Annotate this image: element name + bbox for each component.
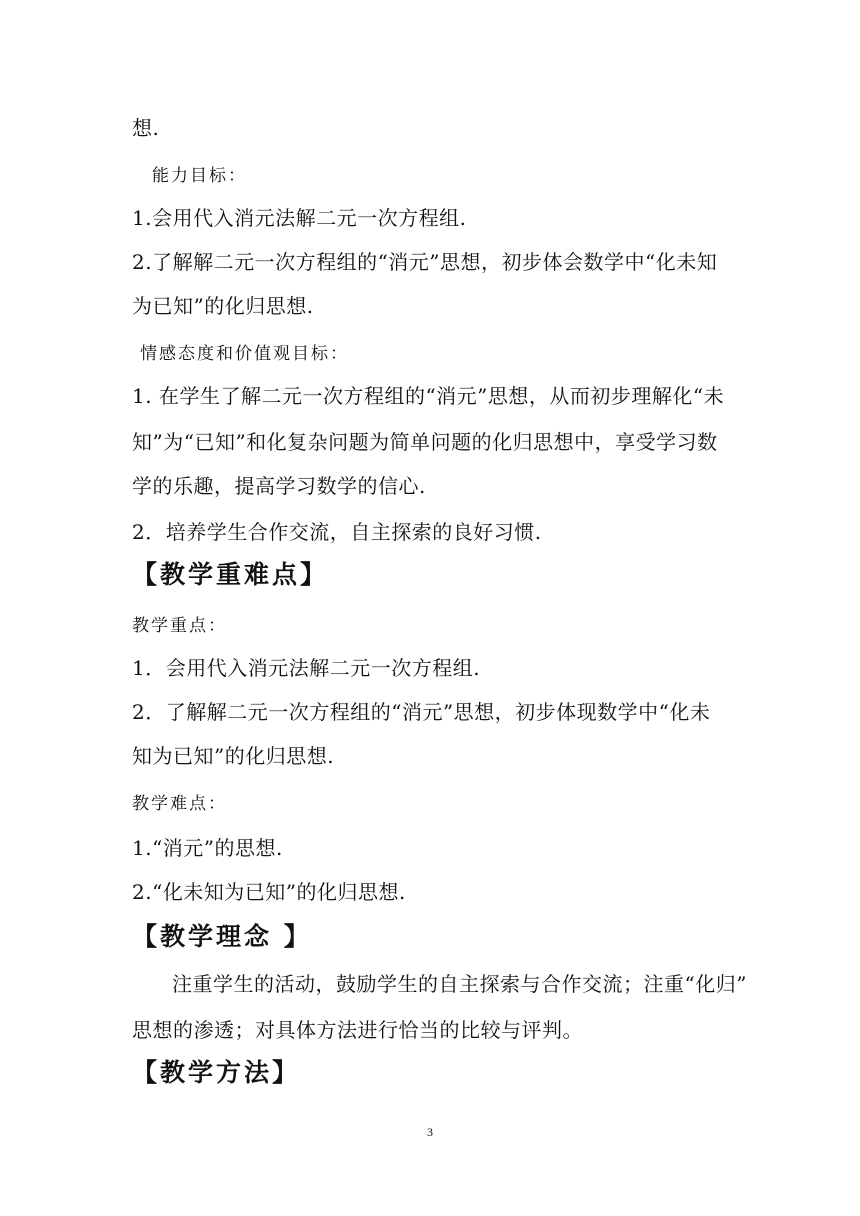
subheading-ability-goals: 能力目标： (152, 166, 247, 186)
emotion-goal-item-1: 1. 在学生了解二元一次方程组的“消元”思想，从而初步理解化“未 (132, 384, 725, 408)
subheading-difficult-points: 教学难点： (132, 794, 227, 814)
page-number: 3 (427, 1125, 433, 1139)
section-heading-key-difficult-points: 【教学重难点】 (132, 560, 329, 589)
key-point-item-2-continued: 知为已知”的化归思想. (132, 744, 335, 768)
key-point-item-1: 1．会用代入消元法解二元一次方程组. (132, 656, 481, 680)
emotion-goal-item-2: 2．培养学生合作交流，自主探索的良好习惯. (132, 520, 542, 544)
key-point-item-2: 2．了解解二元一次方程组的“消元”思想，初步体现数学中“化未 (132, 700, 711, 724)
ability-goal-item-1: 1.会用代入消元法解二元一次方程组. (132, 206, 467, 230)
section-heading-teaching-philosophy: 【教学理念 】 (132, 922, 312, 951)
ability-goal-item-2-continued: 为已知”的化归思想. (132, 294, 314, 318)
philosophy-paragraph-line-1: 注重学生的活动，鼓励学生的自主探索与合作交流；注重“化归” (172, 972, 747, 996)
philosophy-paragraph-line-2: 思想的渗透；对具体方法进行恰当的比较与评判。 (132, 1018, 583, 1042)
section-heading-teaching-methods: 【教学方法】 (132, 1058, 301, 1087)
subheading-emotion-goals: 情感态度和价值观目标： (140, 344, 349, 364)
subheading-key-points: 教学重点： (132, 616, 227, 636)
difficult-point-item-2: 2.“化未知为已知”的化归思想. (132, 880, 406, 904)
text-line-continuation: 想. (132, 116, 160, 140)
emotion-goal-item-1-continued: 知”为“已知”和化复杂问题为简单问题的化归思想中，享受学习数 (132, 430, 718, 454)
ability-goal-item-2: 2.了解解二元一次方程组的“消元”思想，初步体会数学中“化未知 (132, 250, 718, 274)
emotion-goal-item-1-end: 学的乐趣，提高学习数学的信心. (132, 474, 426, 498)
difficult-point-item-1: 1.“消元”的思想. (132, 836, 283, 860)
